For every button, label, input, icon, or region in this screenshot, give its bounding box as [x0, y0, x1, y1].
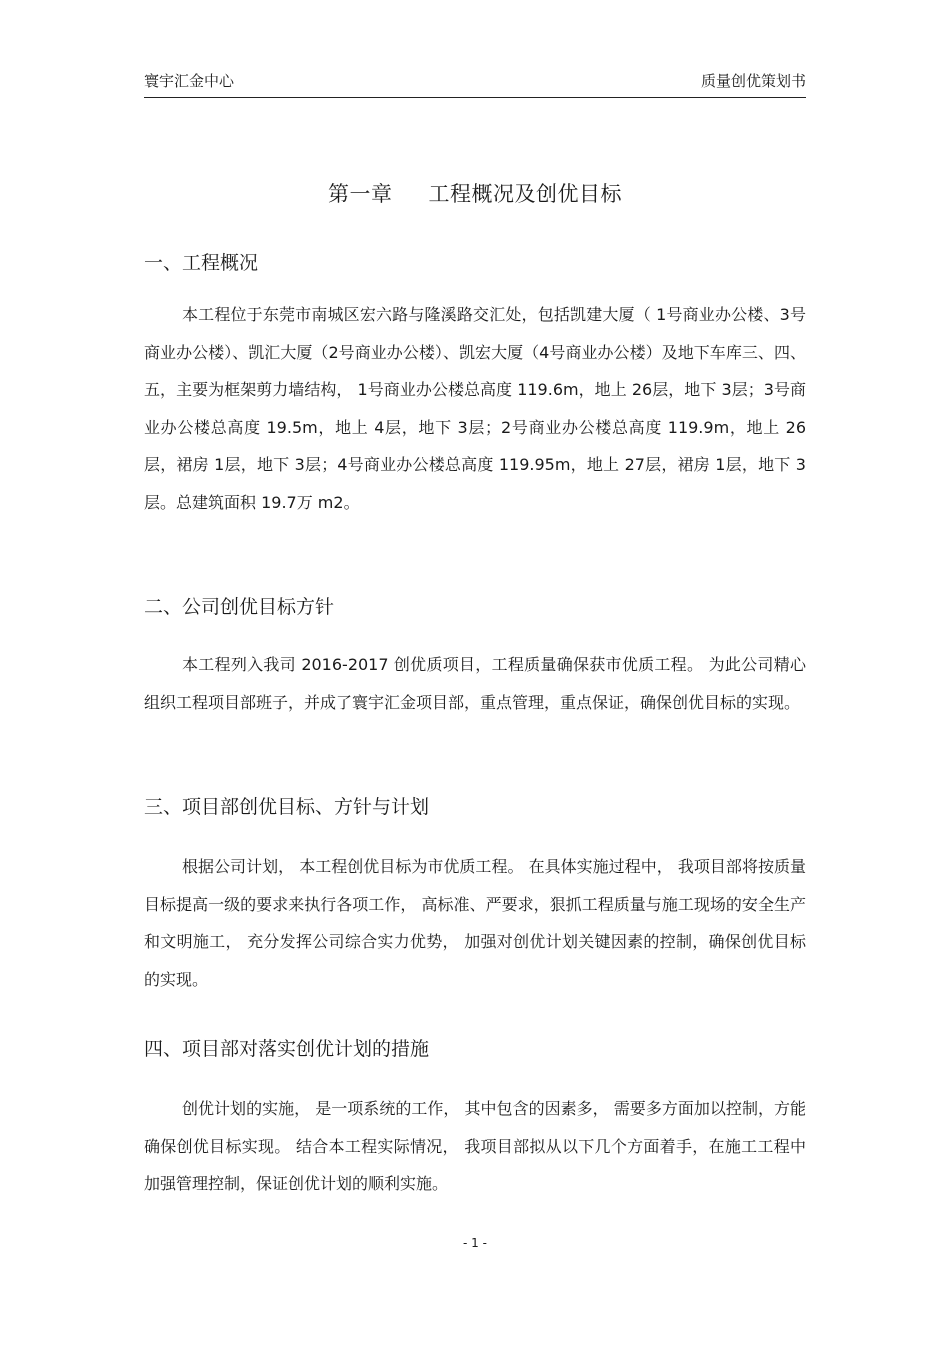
chapter-number: 第一章 [328, 182, 393, 206]
section-heading-3: 三、项目部创优目标、方针与计划 [144, 796, 430, 818]
page-number: - 1 - [463, 1236, 487, 1250]
section-heading-2: 二、公司创优目标方针 [144, 596, 335, 618]
page-header [144, 70, 806, 98]
section-heading-4: 四、项目部对落实创优计划的措施 [144, 1038, 430, 1060]
section-paragraph-2: 本工程列入我司 2016-2017 创优质项目，工程质量确保获市优质工程。 为此公司精心组织工程项目部班子，并成了寰宇汇金项目部，重点管理，重点保证，确保创优目标的实现。 [144, 655, 806, 712]
section-paragraph-1: 本工程位于东莞市南城区宏六路与隆溪路交汇处，包括凯建大厦（ 1号商业办公楼、3号商业办公楼）、凯汇大厦（2号商业办公楼）、凯宏大厦（4号商业办公楼）及地下车库三、四、五，主要为框架剪力墙结构， 1号商业办公楼总高度 119.6m，地上 26层，地下 3层；3号商业办公楼总高度 19.5m，地上 4层，地下 3层；2号商业办公楼总高度 119.9m，地上 26层，裙房 1层，地下 3层；4号商业办公楼总高度 119.95m，地上 27层，裙房 1层，地下 3层。总建筑面积 19.7万 m2。 [144, 305, 806, 512]
header-document-title: 质量创优策划书 [700, 72, 806, 90]
chapter-name: 工程概况及创优目标 [428, 182, 622, 206]
header-project-name: 寰宇汇金中心 [144, 72, 235, 90]
section-paragraph-4: 创优计划的实施， 是一项系统的工作， 其中包含的因素多， 需要多方面加以控制，方能确保创优目标实现。 结合本工程实际情况， 我项目部拟从以下几个方面着手，在施工工程中加强管理控制，保证创优计划的顺利实施。 [144, 1099, 806, 1194]
section-paragraph-3: 根据公司计划， 本工程创优目标为市优质工程。 在具体实施过程中， 我项目部将按质量目标提高一级的要求来执行各项工作， 高标准、严要求，狠抓工程质量与施工现场的安全生产和文明施工， 充分发挥公司综合实力优势， 加强对创优计划关键因素的控制，确保创优目标的实现。 [144, 857, 806, 989]
chapter-title [0, 178, 950, 208]
section-heading-1: 一、工程概况 [144, 252, 259, 274]
